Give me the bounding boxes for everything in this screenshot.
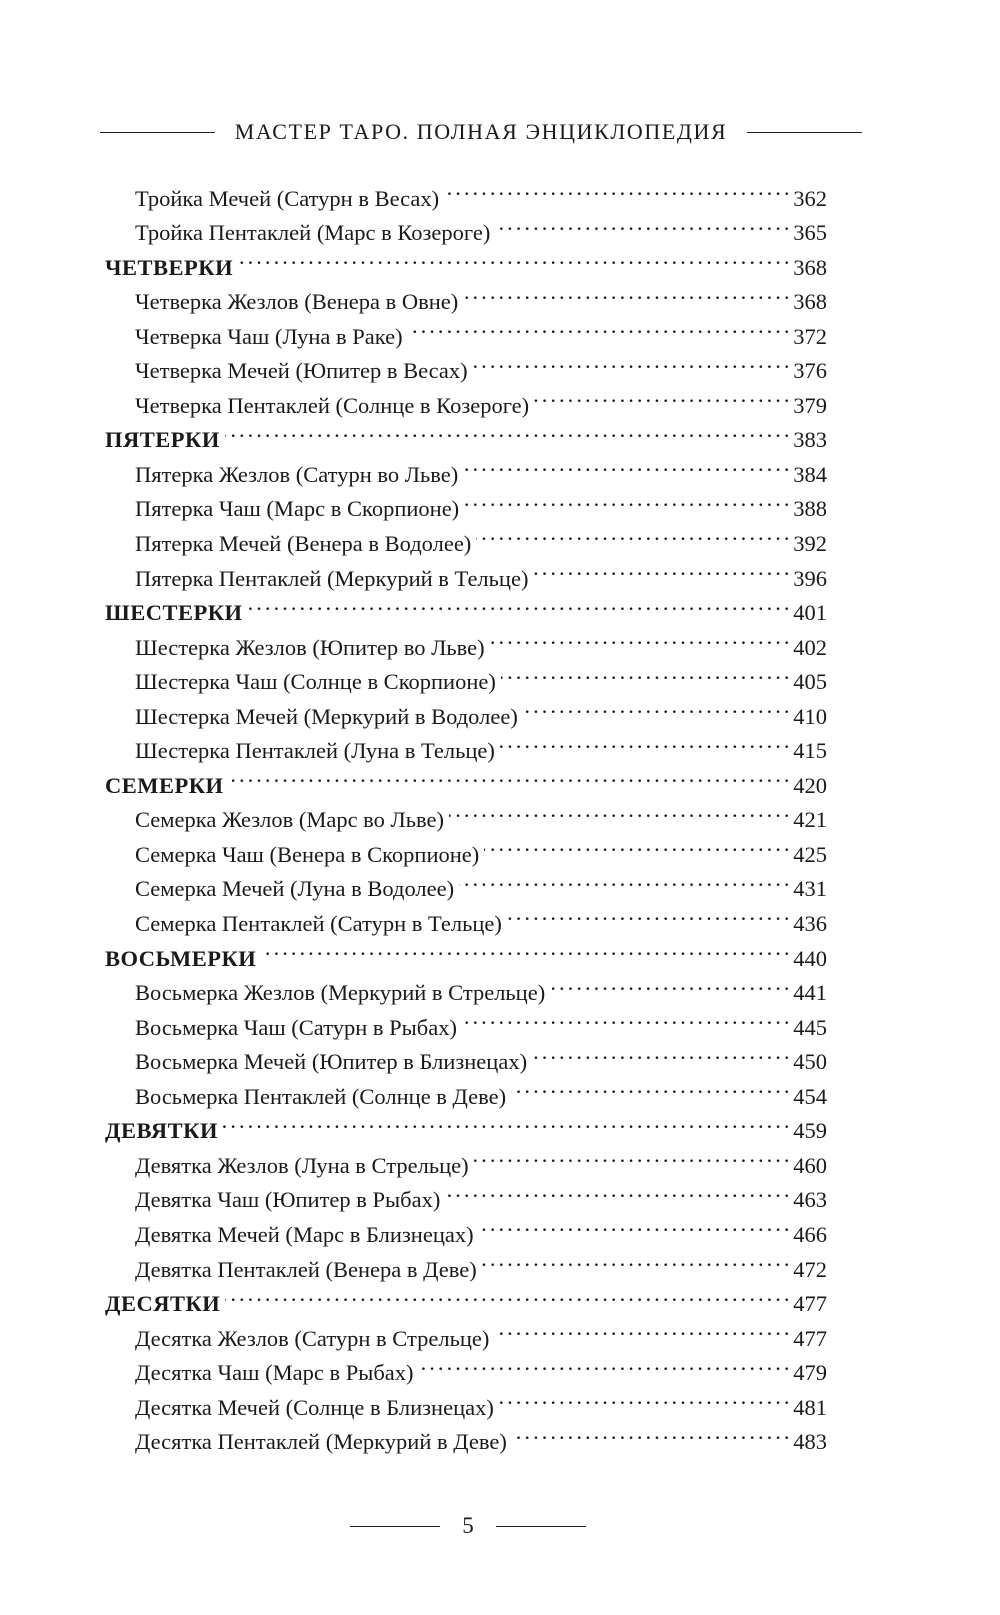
toc-entry-title: Шестерка Жезлов (Юпитер во Льве)	[135, 634, 485, 660]
toc-entry-page: 362	[793, 185, 827, 211]
toc-entry-page: 421	[793, 807, 827, 833]
toc-entry-page: 477	[793, 1325, 827, 1351]
toc-entry-title: ДЕВЯТКИ	[105, 1118, 218, 1144]
dot-leader	[484, 827, 788, 862]
toc-entry-page: 401	[793, 600, 827, 626]
toc-entry-page: 479	[793, 1360, 827, 1386]
toc-entry-title: Пятерка Чаш (Марс в Скорпионе)	[135, 496, 460, 522]
toc-entry-page: 372	[793, 323, 827, 349]
toc-entry-title: Пятерка Пентаклей (Меркурий в Тельце)	[135, 565, 529, 591]
toc-entry-page: 463	[793, 1187, 827, 1213]
toc-entry-page: 392	[793, 531, 827, 557]
dot-leader	[225, 1277, 788, 1312]
toc-entry-page: 368	[793, 289, 827, 315]
dot-leader	[463, 447, 788, 482]
toc-entry-page: 483	[793, 1429, 827, 1455]
dot-leader	[261, 931, 788, 966]
dot-leader	[482, 1242, 789, 1277]
toc-entry-page: 460	[793, 1152, 827, 1178]
dot-leader	[512, 1415, 788, 1450]
dot-leader	[462, 1000, 788, 1035]
toc-entry-page: 431	[793, 876, 827, 902]
running-header	[100, 112, 862, 152]
dot-leader	[408, 309, 789, 344]
toc-entry-page: 441	[793, 980, 827, 1006]
dot-leader	[507, 896, 788, 931]
dot-leader	[499, 1380, 788, 1415]
dot-leader	[459, 862, 788, 897]
toc-entry-title: ПЯТЕРКИ	[105, 427, 220, 453]
page-footer	[350, 1506, 586, 1546]
toc-entry-title: Четверка Жезлов (Венера в Овне)	[135, 289, 459, 315]
toc-entry-title: Десятка Мечей (Солнце в Близнецах)	[135, 1394, 494, 1420]
dot-leader	[444, 171, 788, 206]
toc-entry-title: ДЕСЯТКИ	[105, 1291, 221, 1317]
header-rule-right	[747, 132, 862, 133]
dot-leader	[533, 551, 788, 586]
dot-leader	[532, 1035, 788, 1070]
dot-leader	[495, 206, 788, 241]
dot-leader	[248, 586, 789, 621]
toc-entry-title: ВОСЬМЕРКИ	[105, 945, 257, 971]
dot-leader	[490, 620, 789, 655]
toc-entry-title: Девятка Чаш (Юпитер в Рыбах)	[135, 1187, 441, 1213]
toc-entry-page: 445	[793, 1014, 827, 1040]
toc-entry-title: Четверка Чаш (Луна в Раке)	[135, 323, 403, 349]
dot-leader	[464, 482, 788, 517]
dot-leader	[523, 689, 788, 724]
toc-entry-page: 415	[793, 738, 827, 764]
dot-leader	[534, 378, 788, 413]
header-rule-left	[100, 132, 215, 133]
toc-entry-page: 420	[793, 772, 827, 798]
toc-entry-title: ЧЕТВЕРКИ	[105, 254, 234, 280]
toc-entry-page: 477	[793, 1291, 827, 1317]
dot-leader	[511, 1069, 788, 1104]
toc-entry-title: Тройка Пентаклей (Марс в Козероге)	[135, 220, 491, 246]
book-title: МАСТЕР ТАРО. ПОЛНАЯ ЭНЦИКЛОПЕДИЯ	[234, 119, 728, 144]
toc-entry-page: 425	[793, 841, 827, 867]
dot-leader	[473, 344, 789, 379]
toc-entry-title: Семерка Мечей (Луна в Водолее)	[135, 876, 455, 902]
toc-entry-title: СЕМЕРКИ	[105, 772, 224, 798]
toc-entry-title: Пятерка Жезлов (Сатурн во Льве)	[135, 461, 459, 487]
dot-leader	[223, 1104, 788, 1139]
toc-entry-title: Десятка Чаш (Марс в Рыбах)	[135, 1360, 414, 1386]
toc-entry-title: Девятка Пентаклей (Венера в Деве)	[135, 1256, 477, 1282]
toc-entry-page: 379	[793, 392, 827, 418]
toc-entry-title: Шестерка Мечей (Меркурий в Водолее)	[135, 703, 518, 729]
toc-entry-title: ШЕСТЕРКИ	[105, 600, 243, 626]
table-of-contents	[105, 171, 827, 1455]
page-number: 5	[462, 1513, 474, 1538]
toc-entry-title: Четверка Мечей (Юпитер в Весах)	[135, 358, 468, 384]
toc-entry-title: Семерка Чаш (Венера в Скорпионе)	[135, 841, 480, 867]
toc-entry-title: Десятка Пентаклей (Меркурий в Деве)	[135, 1429, 507, 1455]
toc-entry-title: Восьмерка Жезлов (Меркурий в Стрельце)	[135, 980, 546, 1006]
toc-entry-page: 383	[793, 427, 827, 453]
toc-entry-title: Семерка Жезлов (Марс во Льве)	[135, 807, 445, 833]
toc-entry-page: 396	[793, 565, 827, 591]
toc-entry-page: 368	[793, 254, 827, 280]
toc-entry-page: 450	[793, 1049, 827, 1075]
toc-entry-title: Девятка Жезлов (Луна в Стрельце)	[135, 1152, 469, 1178]
toc-entry-page: 440	[793, 945, 827, 971]
toc-entry-page: 384	[793, 461, 827, 487]
dot-leader	[500, 724, 788, 759]
dot-leader	[463, 275, 788, 310]
toc-entry-page: 388	[793, 496, 827, 522]
toc-entry-title: Шестерка Пентаклей (Луна в Тельце)	[135, 738, 495, 764]
toc-entry-title: Шестерка Чаш (Солнце в Скорпионе)	[135, 669, 496, 695]
dot-leader	[238, 240, 788, 275]
toc-entry-title: Восьмерка Мечей (Юпитер в Близнецах)	[135, 1049, 528, 1075]
dot-leader	[225, 413, 788, 448]
toc-entry-page: 472	[793, 1256, 827, 1282]
toc-entry-title: Девятка Мечей (Марс в Близнецах)	[135, 1221, 474, 1247]
dot-leader	[229, 758, 789, 793]
footer-rule-left	[350, 1526, 440, 1527]
footer-rule-right	[496, 1526, 586, 1527]
toc-entry-page: 402	[793, 634, 827, 660]
toc-entry-page: 466	[793, 1221, 827, 1247]
toc-entry-title: Десятка Жезлов (Сатурн в Стрельце)	[135, 1325, 490, 1351]
dot-leader	[419, 1346, 789, 1381]
dot-leader	[501, 655, 788, 690]
dot-leader	[449, 793, 788, 828]
toc-entry-page: 376	[793, 358, 827, 384]
dot-leader	[476, 516, 788, 551]
toc-entry-title: Семерка Пентаклей (Сатурн в Тельце)	[135, 911, 502, 937]
toc-entry-page: 459	[793, 1118, 827, 1144]
dot-leader	[550, 966, 788, 1001]
toc-entry-title: Тройка Мечей (Сатурн в Весах)	[135, 185, 440, 211]
toc-entry-page: 365	[793, 220, 827, 246]
toc-entry-page: 481	[793, 1394, 827, 1420]
toc-entry-page: 405	[793, 669, 827, 695]
toc-entry-title: Пятерка Мечей (Венера в Водолее)	[135, 531, 472, 557]
dot-leader	[474, 1138, 789, 1173]
toc-entry-page: 436	[793, 911, 827, 937]
toc-entry-title: Восьмерка Чаш (Сатурн в Рыбах)	[135, 1014, 457, 1040]
dot-leader	[494, 1311, 788, 1346]
toc-entry-title: Восьмерка Пентаклей (Солнце в Деве)	[135, 1083, 507, 1109]
toc-entry-page: 454	[793, 1083, 827, 1109]
toc-entry-page: 410	[793, 703, 827, 729]
dot-leader	[445, 1173, 788, 1208]
toc-entry-title: Четверка Пентаклей (Солнце в Козероге)	[135, 392, 530, 418]
dot-leader	[479, 1207, 789, 1242]
toc-entry[interactable]	[105, 171, 827, 211]
